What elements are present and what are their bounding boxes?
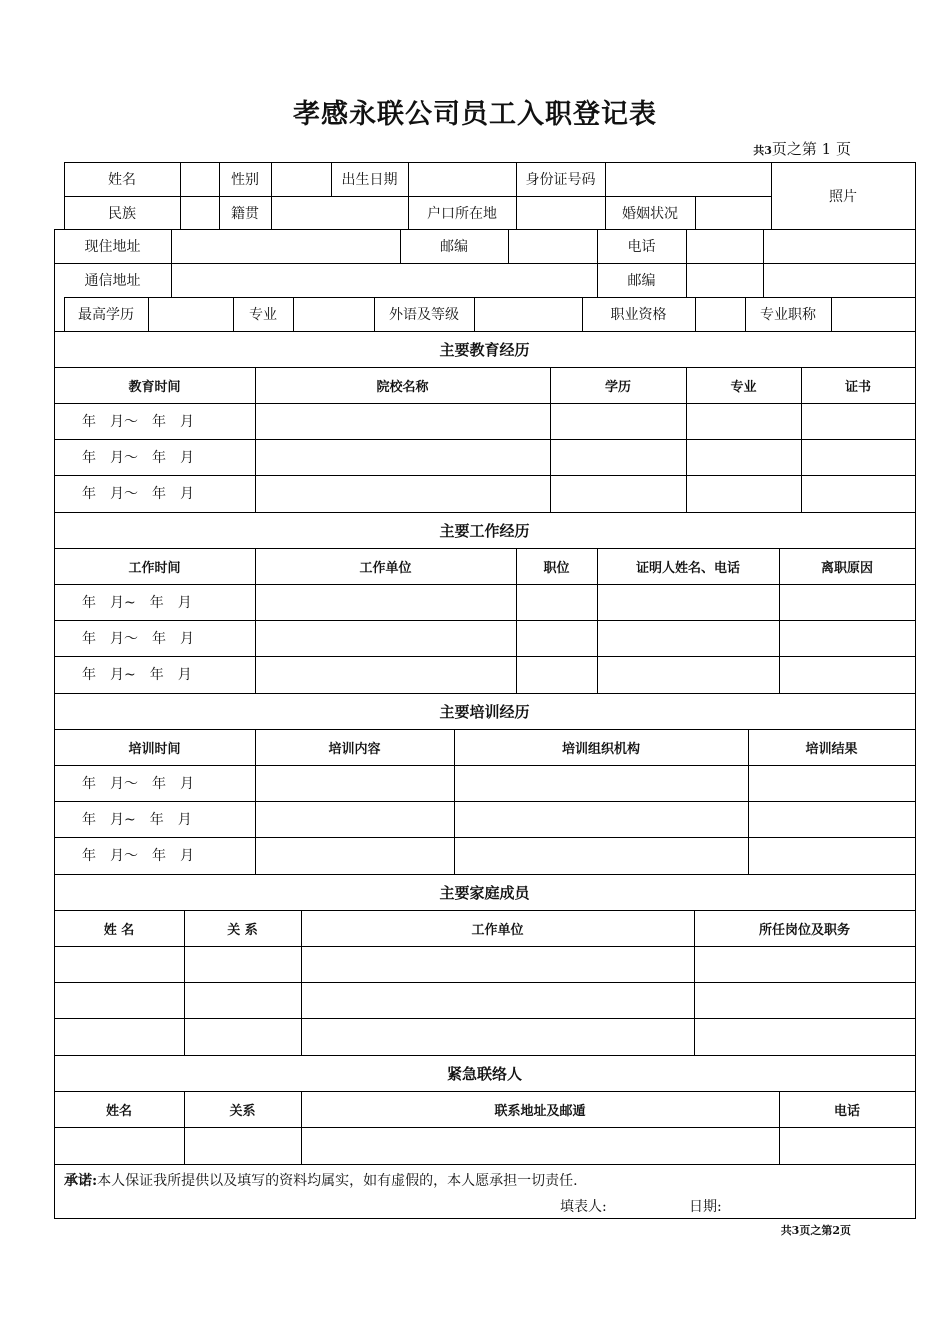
grid-line: [915, 874, 916, 911]
grid-line: [915, 229, 916, 264]
training-row-0-cell-3[interactable]: [748, 765, 915, 801]
fill-date-label: 日期:: [689, 1199, 722, 1215]
work-header-3: 证明人姓名、电话: [635, 560, 740, 576]
education-header-3: 专业: [730, 379, 757, 395]
education-row-2-cell-0: 年 月～ 年 月: [82, 486, 194, 502]
title-field[interactable]: [831, 297, 915, 331]
grid-line: [915, 475, 916, 512]
work-row-1-cell-1[interactable]: [255, 620, 516, 656]
id-number-label: 身份证号码: [525, 172, 596, 188]
training-row-1-cell-0: 年 月~ 年 月: [82, 812, 192, 828]
family-row-2-cell-1[interactable]: [184, 1018, 301, 1054]
family-row-0-cell-3[interactable]: [694, 946, 915, 982]
page-number-top: 共3页之第 1 页: [753, 140, 851, 158]
name-label: 姓名: [108, 172, 136, 188]
emergency-row-0-cell-0[interactable]: [54, 1127, 184, 1163]
work-header-4: 离职原因: [820, 560, 873, 576]
grid-line: [915, 1164, 916, 1219]
promise-statement: [64, 1170, 578, 1190]
education-header-1: 院校名称: [376, 379, 429, 395]
grid-line: [915, 512, 916, 549]
education-row-2-cell-3[interactable]: [686, 475, 801, 511]
grid-line: [915, 439, 916, 476]
marital-status-label: 婚姻状况: [622, 205, 678, 222]
education-row-2-cell-4[interactable]: [801, 475, 915, 511]
mail-postcode-label: 邮编: [627, 273, 656, 289]
birth-date-label: 出生日期: [341, 172, 398, 188]
postcode-label: 邮编: [440, 239, 468, 255]
work-header-1: 工作单位: [359, 560, 412, 576]
mail-extra-field[interactable]: [763, 263, 915, 297]
work-row-1-cell-0: 年 月～ 年 月: [82, 631, 194, 647]
training-row-1-cell-1[interactable]: [255, 801, 454, 837]
family-header-3: 所任岗位及职务: [758, 922, 850, 938]
grid-line: [771, 196, 772, 230]
grid-line: [915, 729, 916, 766]
work-row-1-cell-3[interactable]: [597, 620, 779, 656]
grid-line: [915, 1091, 916, 1128]
gender-field[interactable]: [271, 162, 331, 196]
address-label: 现住地址: [84, 239, 141, 255]
grid-line: [915, 656, 916, 693]
work-row-1-cell-4[interactable]: [779, 620, 915, 656]
language-label: 外语及等级: [389, 307, 459, 323]
work-header-2: 职位: [543, 560, 570, 576]
hukou-label: 户口所在地: [427, 205, 497, 222]
family-row-0-cell-0[interactable]: [54, 946, 184, 982]
training-row-2-cell-2[interactable]: [454, 837, 748, 873]
native-place-label: 籍贯: [231, 205, 259, 222]
family-section-title: 主要家庭成员: [439, 883, 530, 902]
training-header-2: 培训组织机构: [561, 741, 640, 757]
emergency-section-title: 紧急联络人: [446, 1064, 522, 1083]
education-row-0-cell-4[interactable]: [801, 403, 915, 439]
family-header-2: 工作单位: [471, 922, 524, 938]
education-row-0-cell-1[interactable]: [255, 403, 550, 439]
work-row-0-cell-2[interactable]: [516, 584, 597, 620]
work-row-1-cell-2[interactable]: [516, 620, 597, 656]
family-row-0-cell-2[interactable]: [301, 946, 694, 982]
grid-line: [915, 693, 916, 730]
address-field[interactable]: [171, 229, 400, 263]
marital-status-field[interactable]: [695, 196, 771, 229]
grid-line: [915, 331, 916, 368]
education-header-4: 证书: [844, 379, 871, 395]
grid-line: [915, 946, 916, 983]
work-row-0-cell-0: 年 月~ 年 月: [82, 595, 192, 611]
family-row-1-cell-2[interactable]: [301, 982, 694, 1018]
training-row-2-cell-0: 年 月～ 年 月: [82, 848, 194, 864]
native-place-field[interactable]: [271, 196, 408, 229]
training-row-2-cell-3[interactable]: [748, 837, 915, 873]
education-row-1-cell-1[interactable]: [255, 439, 550, 475]
grid-line: [915, 297, 916, 332]
training-row-0-cell-0: 年 月～ 年 月: [82, 776, 194, 792]
name-field[interactable]: [180, 162, 219, 196]
grid-line: [54, 1164, 55, 1219]
education-row-0-cell-3[interactable]: [686, 403, 801, 439]
birth-date-field[interactable]: [408, 162, 516, 196]
family-row-2-cell-0[interactable]: [54, 1018, 184, 1054]
title-label: 专业职称: [760, 307, 816, 323]
education-header-0: 教育时间: [128, 379, 181, 395]
family-row-0-cell-1[interactable]: [184, 946, 301, 982]
hukou-field[interactable]: [516, 196, 605, 229]
language-field[interactable]: [474, 297, 582, 331]
education-row-1-cell-3[interactable]: [686, 439, 801, 475]
form-title: 孝感永联公司员工入职登记表: [293, 99, 657, 130]
phone-label: 电话: [627, 239, 656, 255]
photo-box: 照片: [829, 188, 857, 205]
grid-line: [54, 1164, 916, 1165]
work-header-0: 工作时间: [128, 560, 181, 576]
work-row-2-cell-2[interactable]: [516, 656, 597, 692]
emergency-row-0-cell-3[interactable]: [779, 1127, 915, 1163]
ethnicity-label: 民族: [108, 205, 136, 222]
emergency-header-1: 关系: [229, 1103, 256, 1119]
work-row-2-cell-1[interactable]: [255, 656, 516, 692]
ethnicity-field[interactable]: [180, 196, 219, 229]
work-row-0-cell-3[interactable]: [597, 584, 779, 620]
grid-line: [54, 1218, 916, 1219]
promise-text: 本人保证我所提供以及填写的资料均属实，如有虚假的，本人愿承担一切责任.: [97, 1173, 578, 1189]
education-row-1-cell-2[interactable]: [550, 439, 686, 475]
training-row-0-cell-2[interactable]: [454, 765, 748, 801]
grid-line: [915, 548, 916, 585]
postcode-field[interactable]: [508, 229, 597, 263]
mail-postcode-field[interactable]: [686, 263, 763, 297]
training-row-2-cell-1[interactable]: [255, 837, 454, 873]
emergency-header-2: 联系地址及邮遁: [494, 1103, 586, 1119]
grid-line: [915, 1127, 916, 1164]
mail-address-label: 通信地址: [84, 273, 141, 289]
family-row-1-cell-0[interactable]: [54, 982, 184, 1018]
family-row-2-cell-3[interactable]: [694, 1018, 915, 1054]
grid-line: [915, 584, 916, 621]
promise-label: 承诺:: [64, 1173, 98, 1189]
grid-line: [915, 801, 916, 838]
work-row-0-cell-4[interactable]: [779, 584, 915, 620]
major-label: 专业: [249, 307, 277, 323]
education-row-0-cell-2[interactable]: [550, 403, 686, 439]
qualification-field[interactable]: [695, 297, 745, 331]
grid-line: [915, 620, 916, 657]
training-header-0: 培训时间: [128, 741, 181, 757]
training-header-1: 培训内容: [328, 741, 381, 757]
training-row-0-cell-1[interactable]: [255, 765, 454, 801]
work-row-0-cell-1[interactable]: [255, 584, 516, 620]
mail-address-field[interactable]: [171, 263, 597, 297]
phone-extra-field[interactable]: [763, 229, 915, 263]
grid-line: [54, 297, 55, 332]
training-row-1-cell-2[interactable]: [454, 801, 748, 837]
phone-field[interactable]: [686, 229, 763, 263]
emergency-row-0-cell-2[interactable]: [301, 1127, 779, 1163]
education-row-2-cell-1[interactable]: [255, 475, 550, 511]
emergency-header-0: 姓名: [105, 1103, 132, 1119]
grid-line: [915, 1018, 916, 1055]
education-header-2: 学历: [604, 379, 631, 395]
training-header-3: 培训结果: [805, 741, 858, 757]
grid-line: [915, 837, 916, 874]
education-row-1-cell-0: 年 月～ 年 月: [82, 450, 194, 466]
grid-line: [915, 765, 916, 802]
education-row-0-cell-0: 年 月～ 年 月: [82, 414, 194, 430]
work-row-2-cell-4[interactable]: [779, 656, 915, 692]
family-row-1-cell-3[interactable]: [694, 982, 915, 1018]
work-row-2-cell-0: 年 月~ 年 月: [82, 667, 192, 683]
training-section-title: 主要培训经历: [439, 702, 530, 721]
grid-line: [915, 263, 916, 298]
education-row-1-cell-4[interactable]: [801, 439, 915, 475]
grid-line: [915, 982, 916, 1019]
gender-label: 性别: [231, 172, 259, 188]
education-label: 最高学历: [78, 307, 134, 323]
training-row-1-cell-3[interactable]: [748, 801, 915, 837]
emergency-row-0-cell-1[interactable]: [184, 1127, 301, 1163]
education-field[interactable]: [148, 297, 233, 331]
work-section-title: 主要工作经历: [439, 521, 530, 540]
grid-line: [915, 403, 916, 440]
id-number-field[interactable]: [605, 162, 771, 196]
emergency-header-3: 电话: [833, 1103, 860, 1119]
family-row-2-cell-2[interactable]: [301, 1018, 694, 1054]
grid-line: [915, 1055, 916, 1092]
education-row-2-cell-2[interactable]: [550, 475, 686, 511]
grid-line: [915, 367, 916, 404]
filler-signature-label: 填表人:: [560, 1199, 607, 1215]
grid-line: [915, 910, 916, 947]
grid-line: [915, 162, 916, 230]
family-header-1: 关 系: [227, 922, 258, 938]
family-row-1-cell-1[interactable]: [184, 982, 301, 1018]
work-row-2-cell-3[interactable]: [597, 656, 779, 692]
qualification-label: 职业资格: [610, 307, 667, 323]
page-number-bottom: 共3页之第2页: [780, 1224, 851, 1237]
education-section-title: 主要教育经历: [439, 340, 530, 359]
family-header-0: 姓 名: [103, 922, 135, 938]
major-field[interactable]: [293, 297, 374, 331]
